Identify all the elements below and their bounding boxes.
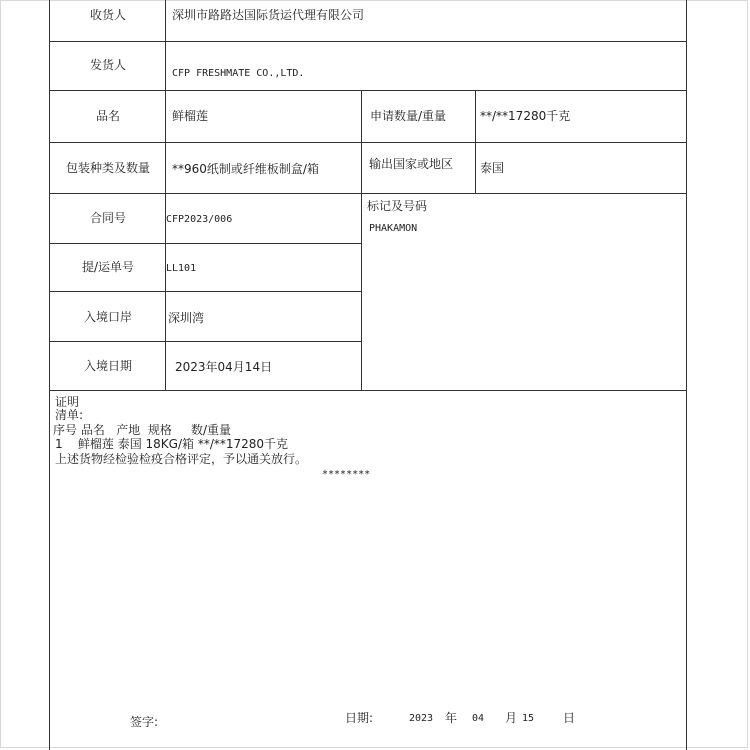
date-day: 15	[522, 713, 535, 724]
row-divider	[49, 41, 687, 42]
row-divider	[49, 142, 687, 143]
consignee-value: 深圳市路路达国际货运代理有限公司	[172, 8, 365, 22]
certificate-list-label: 清单:	[55, 408, 84, 422]
contract-label: 合同号	[89, 211, 126, 225]
row-divider	[49, 243, 361, 244]
consignor-value: CFP FRESHMATE CO.,LTD.	[172, 68, 305, 79]
signature-label: 签字:	[130, 715, 159, 729]
date-year-unit: 年	[445, 711, 458, 725]
product-label: 品名	[95, 109, 120, 123]
bill-value: LL101	[166, 263, 197, 274]
date-month: 04	[472, 713, 485, 724]
row-divider	[49, 341, 361, 342]
consignor-label: 发货人	[89, 58, 126, 72]
row-divider	[49, 291, 361, 292]
certificate-list-header: 序号 品名 产地 规格 数/重量	[53, 423, 232, 437]
column-divider	[361, 90, 362, 390]
date-month-unit: 月	[505, 711, 518, 725]
date-day-unit: 日	[563, 711, 576, 725]
certificate-list-item: 1 鲜榴莲 泰国 18KG/箱 **/**17280千克	[55, 437, 289, 451]
marks-label: 标记及号码	[367, 199, 428, 213]
date-year: 2023	[409, 713, 434, 724]
marks-value: PHAKAMON	[369, 223, 418, 234]
column-divider	[475, 90, 476, 193]
quantity-label: 申请数量/重量	[370, 109, 447, 123]
certificate-title: 证明	[55, 395, 80, 409]
origin-country-label: 输出国家或地区	[369, 157, 454, 171]
entry-date-label: 入境日期	[83, 359, 132, 373]
quantity-value: **/**17280千克	[480, 109, 571, 123]
entry-date-value: 2023年04月14日	[175, 360, 273, 374]
contract-value: CFP2023/006	[166, 214, 233, 225]
certificate-statement: 上述货物经检验检疫合格评定，予以通关放行。	[55, 452, 308, 466]
row-divider	[49, 193, 687, 194]
product-value: 鲜榴莲	[172, 109, 209, 123]
row-divider	[49, 390, 687, 391]
certificate-stars: ********	[322, 469, 371, 480]
consignee-label: 收货人	[89, 8, 126, 22]
port-label: 入境口岸	[83, 310, 132, 324]
origin-country-value: 泰国	[480, 161, 505, 175]
bill-label: 提/运单号	[81, 260, 135, 274]
date-label: 日期:	[345, 711, 374, 725]
packing-value: **960纸制或纤维板制盒/箱	[172, 162, 319, 176]
packing-label: 包装种类及数量	[65, 161, 150, 175]
port-value: 深圳湾	[168, 311, 205, 325]
row-divider	[49, 90, 687, 91]
